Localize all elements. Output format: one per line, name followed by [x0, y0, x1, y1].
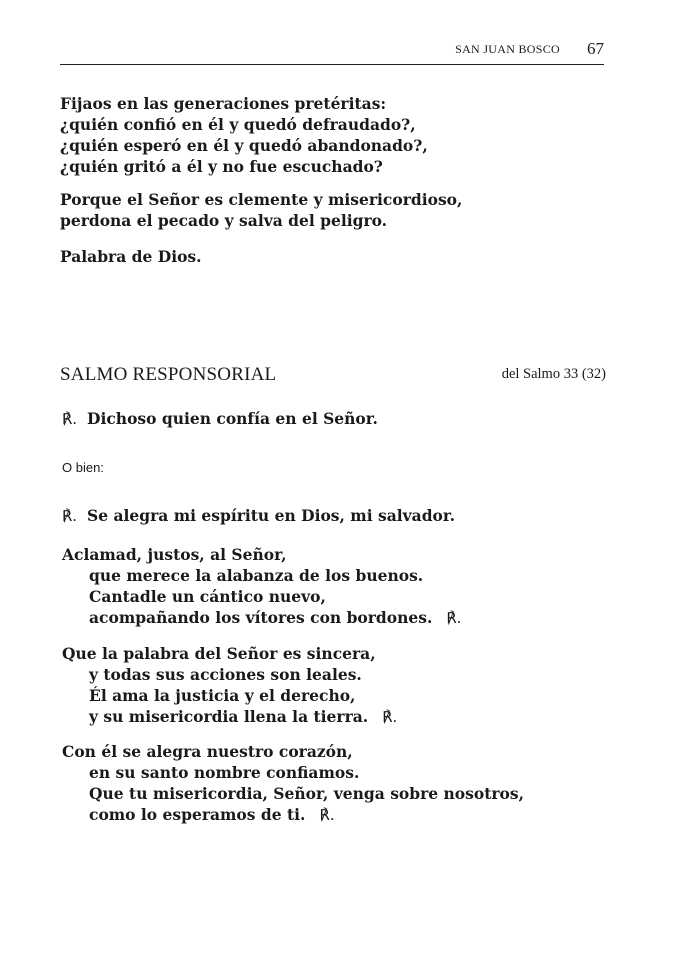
response-symbol: ℟. — [446, 609, 462, 627]
verse-line: que merece la alabanza de los buenos. — [89, 566, 424, 585]
page-number: 67 — [587, 39, 604, 58]
verse-text: y su misericordia llena la tierra. — [89, 707, 369, 726]
psalm-reference: del Salmo 33 (32) — [501, 366, 606, 382]
psalm-stanza-3 — [62, 741, 524, 826]
reading-closing — [60, 246, 202, 267]
verse-line: Él ama la justicia y el derecho, — [89, 686, 356, 705]
reading-stanza-2 — [60, 189, 462, 231]
verse-line: en su santo nombre confiamos. — [89, 763, 360, 782]
verse-line: Que la palabra del Señor es sincera, — [62, 644, 376, 663]
response-symbol: ℟. — [319, 806, 335, 824]
word-of-god-text: Palabra de Dios. — [60, 247, 202, 266]
response-symbol: ℟. — [62, 507, 78, 525]
psalm-response-2 — [62, 505, 455, 527]
verse-line: Que tu misericordia, Señor, venga sobre nosotros, — [89, 784, 524, 803]
verse-text: como lo esperamos de ti. — [89, 805, 306, 824]
verse-line: Fijaos en las generaciones pretéritas: — [60, 94, 387, 113]
or-label: O bien: — [62, 460, 104, 475]
response-symbol: ℟. — [382, 708, 398, 726]
reading-stanza-1 — [60, 93, 428, 177]
response-symbol: ℟. — [62, 410, 78, 428]
response-text: Se alegra mi espíritu en Dios, mi salvador. — [87, 506, 456, 525]
running-header — [60, 40, 604, 65]
psalm-stanza-1 — [62, 544, 461, 629]
header-title: SAN JUAN BOSCO — [455, 42, 560, 56]
verse-line: Aclamad, justos, al Señor, — [62, 545, 287, 564]
psalm-response-1 — [62, 408, 378, 430]
verse-line: ¿quién esperó en él y quedó abandonado?, — [60, 136, 428, 155]
verse-line: Cantadle un cántico nuevo, — [89, 587, 326, 606]
verse-line-with-response — [62, 706, 397, 728]
verse-line: Porque el Señor es clemente y misericordioso, — [60, 190, 463, 209]
verse-line: Con él se alegra nuestro corazón, — [62, 742, 353, 761]
verse-text: acompañando los vítores con bordones. — [89, 608, 433, 627]
verse-line-with-response — [62, 607, 461, 629]
verse-line-with-response — [62, 804, 524, 826]
psalm-title: SALMO RESPONSORIAL — [60, 364, 277, 385]
verse-line: y todas sus acciones son leales. — [89, 665, 362, 684]
verse-line: ¿quién confió en él y quedó defraudado?, — [60, 115, 416, 134]
psalm-stanza-2 — [62, 643, 397, 728]
verse-line: ¿quién gritó a él y no fue escuchado? — [60, 157, 383, 176]
verse-line: perdona el pecado y salva del peligro. — [60, 211, 388, 230]
response-text: Dichoso quien confía en el Señor. — [87, 409, 378, 428]
